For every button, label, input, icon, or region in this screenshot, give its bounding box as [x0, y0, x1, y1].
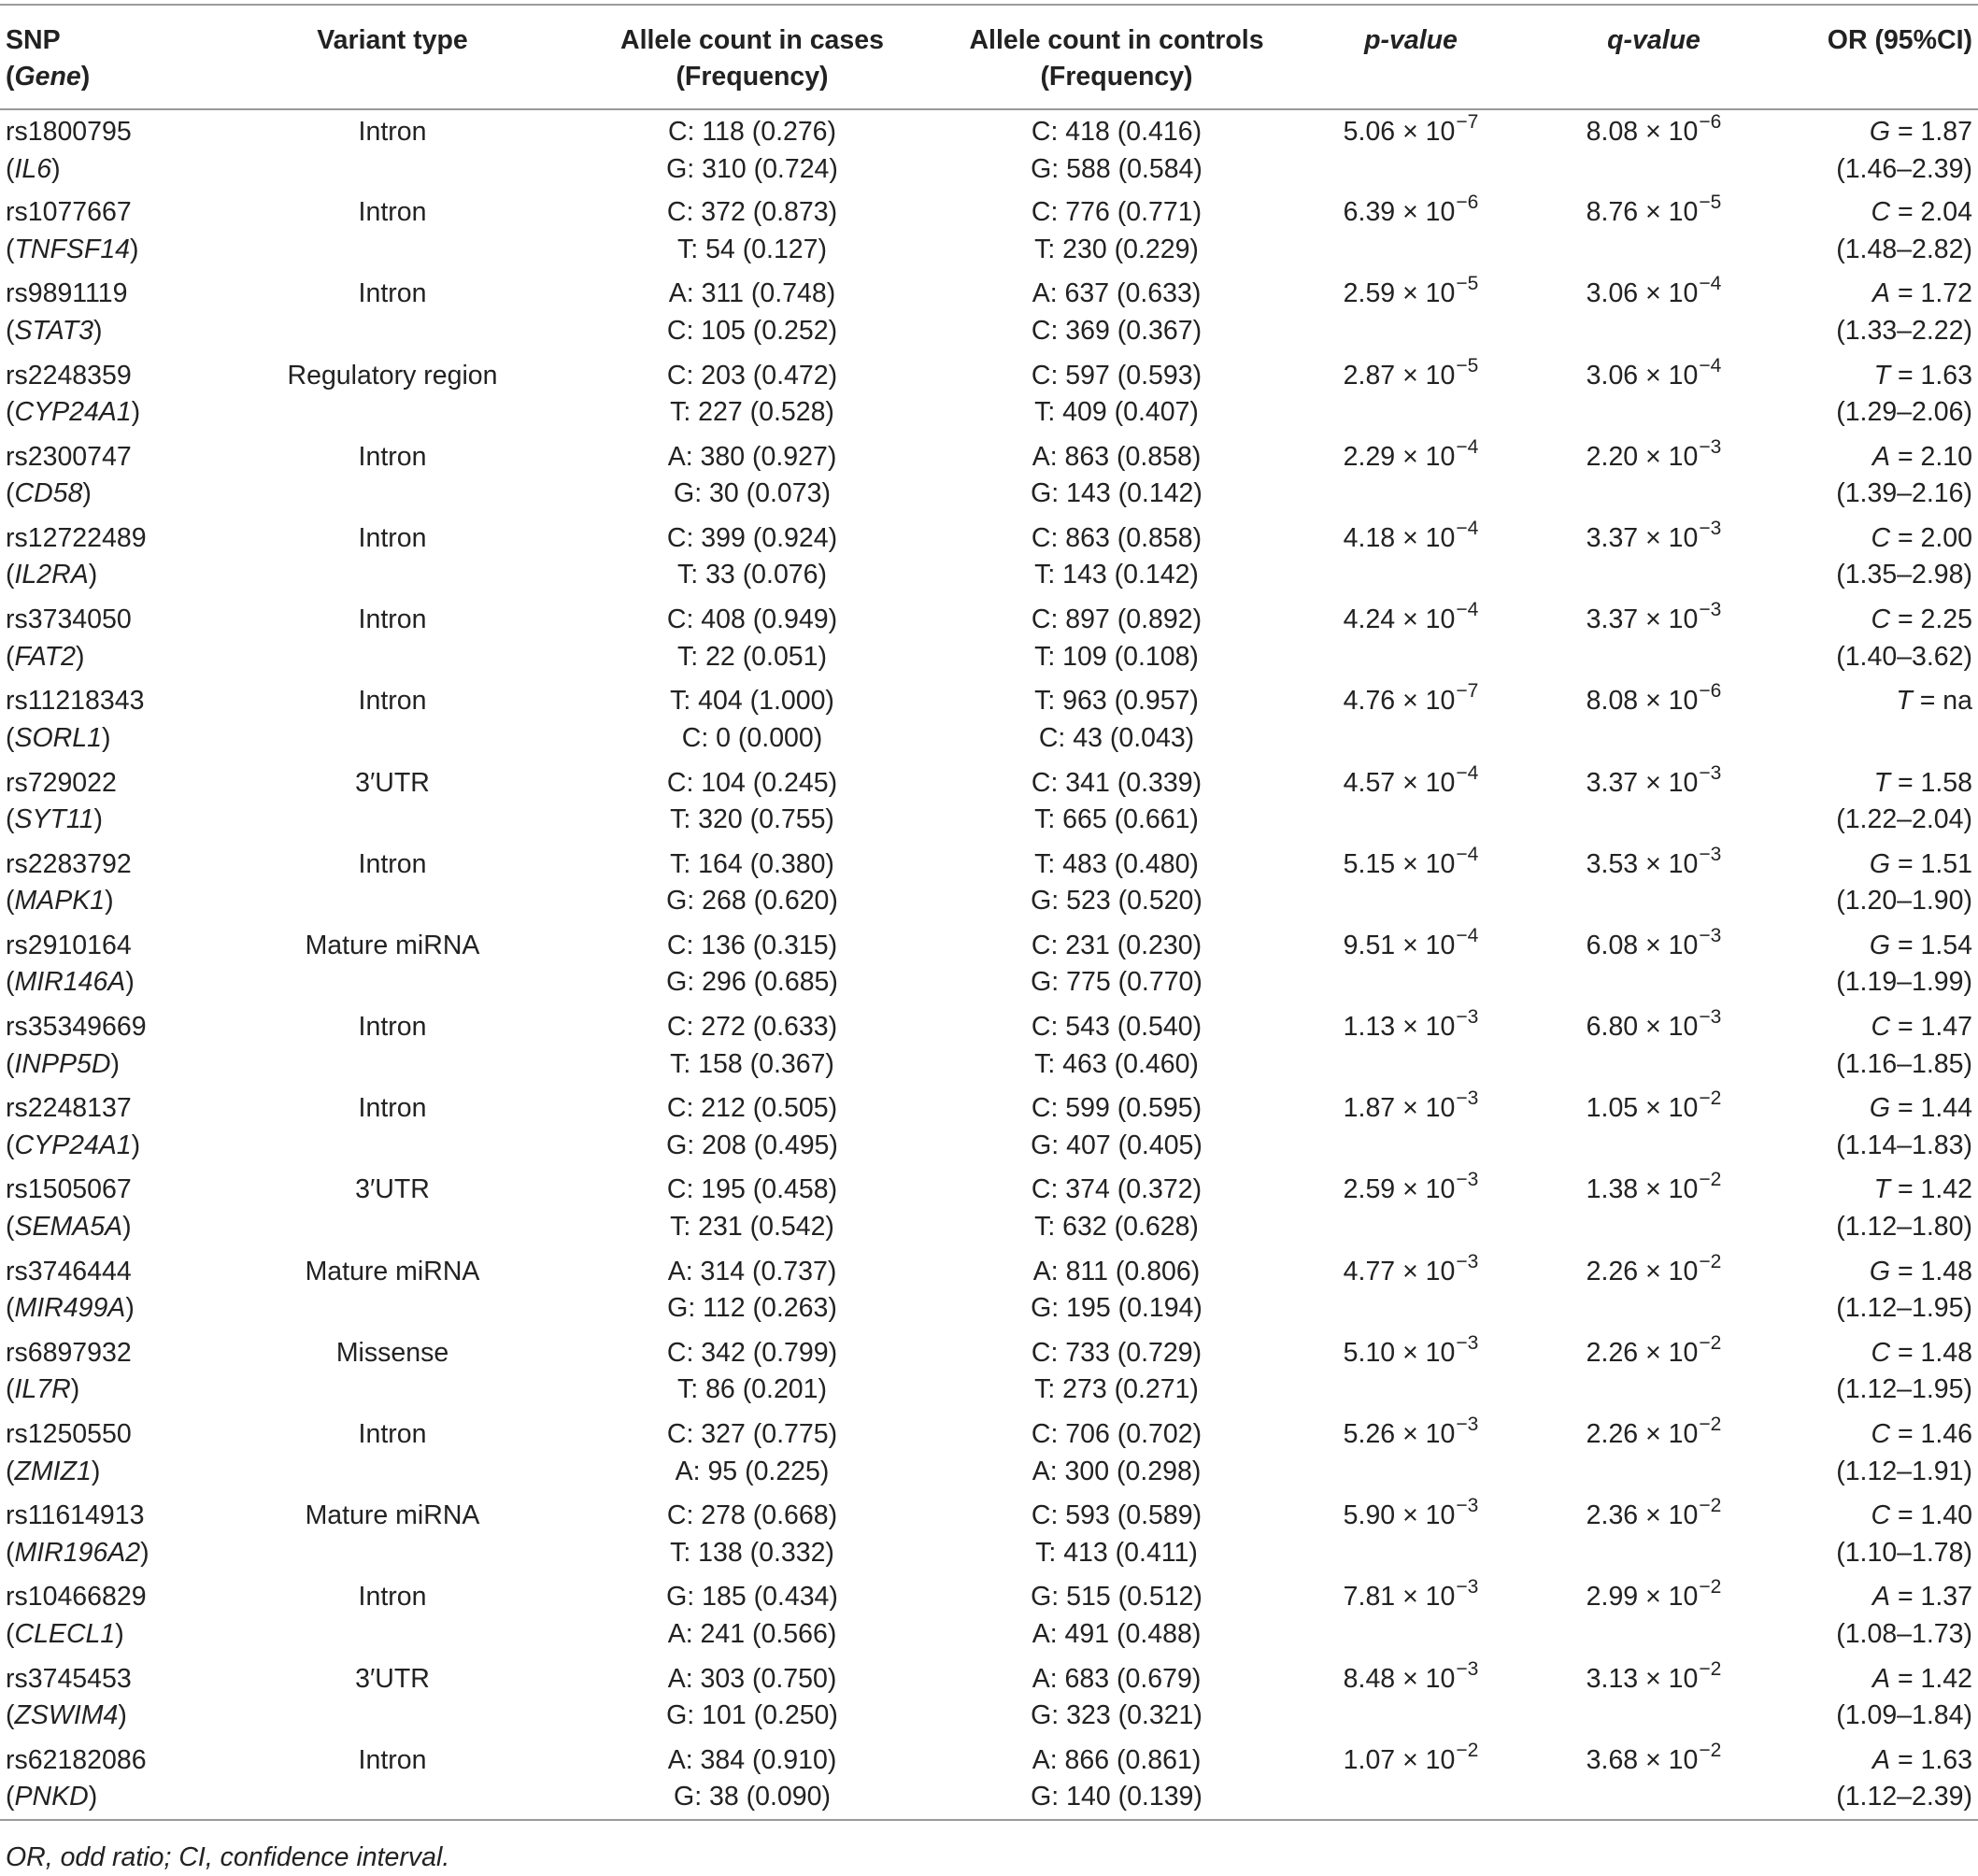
- variant-type-cell: Intron: [358, 604, 427, 635]
- or-cell: C = 2.04 (1.48–2.82): [1836, 197, 1972, 264]
- p-value-cell: $5.15 \times 10^{-4}$: [1343, 843, 1479, 879]
- or-cell: A = 1.37 (1.08–1.73): [1836, 1582, 1972, 1649]
- gene-name: (IL2RA): [6, 560, 98, 590]
- p-value-cell: $9.51 \times 10^{-4}$: [1343, 924, 1479, 960]
- or-cell: C = 2.00 (1.35–2.98): [1836, 522, 1972, 590]
- controls-cell: C: 543 (0.540) T: 463 (0.460): [1031, 1012, 1202, 1079]
- table-row: [0, 1739, 1978, 1820]
- q-value-cell: $3.68 \times 10^{-2}$: [1586, 1739, 1722, 1775]
- gene-name: (CYP24A1): [6, 397, 141, 428]
- p-value-cell: $6.39 \times 10^{-6}$: [1343, 192, 1479, 228]
- p-value-cell: $2.29 \times 10^{-4}$: [1343, 435, 1479, 472]
- q-value-cell: $6.08 \times 10^{-3}$: [1586, 924, 1722, 960]
- p-value-cell: $4.57 \times 10^{-4}$: [1343, 761, 1479, 798]
- variant-type-cell: 3′UTR: [355, 767, 430, 798]
- cases-cell: C: 203 (0.472) T: 227 (0.528): [666, 360, 838, 428]
- variant-type-cell: Intron: [358, 1093, 427, 1124]
- variant-type-cell: Mature miRNA: [305, 1500, 480, 1531]
- snp-id: rs2300747: [6, 441, 132, 472]
- variant-type-cell: Intron: [358, 1744, 427, 1775]
- table-row: [0, 1331, 1978, 1413]
- table-row: [0, 1494, 1978, 1575]
- gene-name: (IL7R): [6, 1374, 80, 1405]
- gene-name: (SEMA5A): [6, 1211, 132, 1242]
- header-controls: Allele count in controls (Frequency): [969, 25, 1264, 92]
- or-cell: T = 1.58 (1.22–2.04): [1836, 767, 1972, 834]
- header-cases: Allele count in cases (Frequency): [620, 25, 884, 92]
- q-value-cell: $3.37 \times 10^{-3}$: [1586, 599, 1722, 635]
- cases-cell: C: 212 (0.505) G: 208 (0.495): [666, 1093, 838, 1160]
- controls-cell: C: 863 (0.858) T: 143 (0.142): [1031, 522, 1202, 590]
- cases-cell: A: 384 (0.910) G: 38 (0.090): [667, 1744, 837, 1812]
- table-row: [0, 761, 1978, 843]
- controls-cell: C: 341 (0.339) T: 665 (0.661): [1031, 767, 1202, 834]
- variant-type-cell: Intron: [358, 117, 427, 147]
- gene-name: (MIR499A): [6, 1293, 135, 1324]
- gene-name: (INPP5D): [6, 1048, 120, 1079]
- snp-id: rs12722489: [6, 522, 147, 553]
- controls-cell: A: 866 (0.861) G: 140 (0.139): [1031, 1744, 1202, 1812]
- snp-cell: [0, 1739, 215, 1820]
- table-row: [0, 1250, 1978, 1331]
- gene-name: (MAPK1): [6, 886, 114, 917]
- cases-cell: C: 104 (0.245) T: 320 (0.755): [666, 767, 838, 834]
- controls-cell: C: 418 (0.416) G: 588 (0.584): [1031, 117, 1202, 184]
- table-row: [0, 435, 1978, 517]
- table-row: [0, 1168, 1978, 1249]
- controls-cell: C: 733 (0.729) T: 273 (0.271): [1031, 1337, 1202, 1405]
- cases-cell: C: 195 (0.458) T: 231 (0.542): [666, 1174, 838, 1242]
- q-value-cell: $1.38 \times 10^{-2}$: [1586, 1169, 1722, 1205]
- variant-type-cell: Intron: [358, 686, 427, 717]
- snp-id: rs1077667: [6, 197, 132, 228]
- snp-id: rs1505067: [6, 1174, 132, 1205]
- q-value-cell: $8.76 \times 10^{-5}$: [1586, 192, 1722, 228]
- p-value-cell: $1.13 \times 10^{-3}$: [1343, 1006, 1479, 1043]
- cases-cell: C: 327 (0.775) A: 95 (0.225): [666, 1419, 838, 1486]
- snp-id: rs11614913: [6, 1500, 145, 1531]
- snp-cell: [0, 1087, 215, 1168]
- controls-cell: C: 897 (0.892) T: 109 (0.108): [1031, 604, 1202, 672]
- q-value-cell: $1.05 \times 10^{-2}$: [1586, 1087, 1722, 1124]
- snp-cell: [0, 1657, 215, 1739]
- or-cell: T = 1.42 (1.12–1.80): [1836, 1174, 1972, 1242]
- or-cell: G = 1.48 (1.12–1.95): [1836, 1256, 1972, 1324]
- or-cell: C = 1.47 (1.16–1.85): [1836, 1012, 1972, 1079]
- snp-cell: [0, 1250, 215, 1331]
- gene-name: (IL6): [6, 153, 61, 184]
- cases-cell: G: 185 (0.434) A: 241 (0.566): [666, 1582, 838, 1649]
- gene-name: (PNKD): [6, 1782, 98, 1812]
- or-cell: A = 2.10 (1.39–2.16): [1836, 441, 1972, 509]
- controls-cell: C: 776 (0.771) T: 230 (0.229): [1031, 197, 1202, 264]
- or-cell: A = 1.42 (1.09–1.84): [1836, 1663, 1972, 1731]
- header-or: OR (95%CI): [1827, 25, 1972, 55]
- q-value-cell: $3.53 \times 10^{-3}$: [1586, 843, 1722, 879]
- gene-name: (ZMIZ1): [6, 1456, 101, 1486]
- table-row: [0, 598, 1978, 679]
- controls-cell: C: 706 (0.702) A: 300 (0.298): [1031, 1419, 1202, 1486]
- or-cell: A = 1.72 (1.33–2.22): [1836, 278, 1972, 346]
- controls-cell: A: 811 (0.806) G: 195 (0.194): [1031, 1256, 1202, 1324]
- q-value-cell: $3.13 \times 10^{-2}$: [1586, 1657, 1722, 1694]
- variant-type-cell: 3′UTR: [355, 1174, 430, 1205]
- cases-cell: T: 404 (1.000) C: 0 (0.000): [670, 686, 834, 753]
- p-value-cell: $4.24 \times 10^{-4}$: [1343, 599, 1479, 635]
- gene-name: (TNFSF14): [6, 234, 139, 264]
- controls-cell: A: 637 (0.633) C: 369 (0.367): [1031, 278, 1202, 346]
- or-cell: G = 1.44 (1.14–1.83): [1836, 1093, 1972, 1160]
- cases-cell: C: 408 (0.949) T: 22 (0.051): [666, 604, 838, 672]
- cases-cell: T: 164 (0.380) G: 268 (0.620): [666, 848, 838, 917]
- p-value-cell: $4.77 \times 10^{-3}$: [1343, 1250, 1479, 1286]
- p-value-cell: $2.59 \times 10^{-5}$: [1343, 273, 1479, 309]
- or-cell: T = 1.63 (1.29–2.06): [1836, 360, 1972, 428]
- variant-type-cell: Mature miRNA: [305, 930, 480, 960]
- or-cell: G = 1.87 (1.46–2.39): [1836, 117, 1972, 184]
- snp-cell: [0, 598, 215, 679]
- snp-id: rs2248137: [6, 1093, 132, 1124]
- q-value-cell: $8.08 \times 10^{-6}$: [1586, 680, 1722, 717]
- header-variant-type: Variant type: [317, 25, 468, 55]
- gene-name: (SYT11): [6, 804, 104, 834]
- table-row: [0, 1413, 1978, 1494]
- snp-id: rs2283792: [6, 848, 132, 879]
- or-cell: A = 1.63 (1.12–2.39): [1836, 1744, 1972, 1812]
- or-cell: C = 1.46 (1.12–1.91): [1836, 1419, 1972, 1486]
- header-row: [0, 5, 1978, 109]
- snp-id: rs35349669: [6, 1012, 147, 1043]
- q-value-cell: $2.26 \times 10^{-2}$: [1586, 1250, 1722, 1286]
- variant-type-cell: Mature miRNA: [305, 1256, 480, 1286]
- cases-cell: A: 311 (0.748) C: 105 (0.252): [666, 278, 838, 346]
- snp-id: rs1250550: [6, 1419, 132, 1449]
- snp-id: rs3734050: [6, 604, 132, 635]
- table-row: [0, 1575, 1978, 1656]
- variant-type-cell: Intron: [358, 1012, 427, 1043]
- q-value-cell: $3.06 \times 10^{-4}$: [1586, 354, 1722, 391]
- or-cell: C = 1.48 (1.12–1.95): [1836, 1337, 1972, 1405]
- gene-name: (CLECL1): [6, 1618, 124, 1649]
- snp-cell: [0, 761, 215, 843]
- snp-id: rs729022: [6, 767, 117, 798]
- gene-name: (MIR196A2): [6, 1537, 149, 1568]
- variant-type-cell: Intron: [358, 1582, 427, 1613]
- cases-cell: C: 272 (0.633) T: 158 (0.367): [666, 1012, 838, 1079]
- gene-name: (CYP24A1): [6, 1130, 141, 1160]
- table-row: [0, 354, 1978, 435]
- variant-type-cell: Intron: [358, 278, 427, 309]
- table-row: [0, 1087, 1978, 1168]
- q-value-cell: $8.08 \times 10^{-6}$: [1586, 111, 1722, 147]
- snp-cell: [0, 1413, 215, 1494]
- controls-cell: T: 963 (0.957) C: 43 (0.043): [1034, 686, 1199, 753]
- or-cell: C = 2.25 (1.40–3.62): [1836, 604, 1972, 672]
- snp-cell: [0, 679, 215, 760]
- snp-id: rs2910164: [6, 930, 132, 960]
- gene-name: (FAT2): [6, 641, 85, 672]
- q-value-cell: $2.99 \times 10^{-2}$: [1586, 1576, 1722, 1613]
- controls-cell: C: 597 (0.593) T: 409 (0.407): [1031, 360, 1202, 428]
- controls-cell: C: 231 (0.230) G: 775 (0.770): [1031, 930, 1202, 998]
- gene-name: (STAT3): [6, 315, 103, 346]
- p-value-cell: $5.26 \times 10^{-3}$: [1343, 1414, 1479, 1449]
- table-row: [0, 517, 1978, 598]
- snp-cell: [0, 517, 215, 598]
- header-q-value: q-value: [1607, 25, 1701, 55]
- table-row: [0, 272, 1978, 353]
- header-p-value: p-value: [1364, 25, 1458, 55]
- p-value-cell: $1.07 \times 10^{-2}$: [1343, 1739, 1479, 1775]
- snp-id: rs11218343: [6, 686, 145, 717]
- q-value-cell: $3.37 \times 10^{-3}$: [1586, 517, 1722, 553]
- snp-id: rs9891119: [6, 278, 128, 309]
- q-value-cell: $3.06 \times 10^{-4}$: [1586, 273, 1722, 309]
- table-footnote: OR, odd ratio; CI, confidence interval.: [6, 1842, 450, 1872]
- p-value-cell: $2.59 \times 10^{-3}$: [1343, 1169, 1479, 1205]
- controls-cell: C: 599 (0.595) G: 407 (0.405): [1031, 1093, 1202, 1160]
- or-cell: G = 1.51 (1.20–1.90): [1836, 848, 1972, 917]
- or-cell: C = 1.40 (1.10–1.78): [1836, 1500, 1972, 1568]
- snp-cell: [0, 924, 215, 1005]
- variant-type-cell: Intron: [358, 197, 427, 228]
- p-value-cell: $2.87 \times 10^{-5}$: [1343, 354, 1479, 391]
- p-value-cell: $5.06 \times 10^{-7}$: [1343, 111, 1479, 147]
- q-value-cell: $2.36 \times 10^{-2}$: [1586, 1495, 1722, 1531]
- q-value-cell: $2.26 \times 10^{-2}$: [1586, 1331, 1722, 1368]
- snp-cell: [0, 1168, 215, 1249]
- snp-id: rs3746444: [6, 1256, 132, 1286]
- snp-id: rs10466829: [6, 1582, 147, 1613]
- snp-cell: [0, 354, 215, 435]
- variant-type-cell: Intron: [358, 522, 427, 553]
- snp-cell: [0, 109, 215, 191]
- snp-id: rs3745453: [6, 1663, 132, 1694]
- variant-type-cell: Regulatory region: [287, 360, 498, 391]
- header-snp: SNP (Gene): [6, 25, 91, 92]
- table-row: [0, 924, 1978, 1005]
- table-row: [0, 843, 1978, 924]
- table-row: [0, 191, 1978, 272]
- p-value-cell: $5.10 \times 10^{-3}$: [1343, 1331, 1479, 1368]
- controls-cell: A: 863 (0.858) G: 143 (0.142): [1031, 441, 1202, 509]
- cases-cell: C: 278 (0.668) T: 138 (0.332): [666, 1500, 838, 1568]
- p-value-cell: $5.90 \times 10^{-3}$: [1343, 1495, 1479, 1531]
- p-value-cell: $1.87 \times 10^{-3}$: [1343, 1087, 1479, 1124]
- variant-type-cell: Missense: [335, 1337, 449, 1368]
- variant-type-cell: 3′UTR: [355, 1663, 430, 1694]
- controls-cell: C: 374 (0.372) T: 632 (0.628): [1031, 1174, 1202, 1242]
- snp-id: rs6897932: [6, 1337, 132, 1368]
- or-cell: G = 1.54 (1.19–1.99): [1836, 930, 1972, 998]
- snp-cell: [0, 1005, 215, 1087]
- snp-cell: [0, 191, 215, 272]
- q-value-cell: $3.37 \times 10^{-3}$: [1586, 761, 1722, 798]
- table-row: [0, 679, 1978, 760]
- controls-cell: A: 683 (0.679) G: 323 (0.321): [1031, 1663, 1202, 1731]
- snp-cell: [0, 435, 215, 517]
- gene-name: (CD58): [6, 478, 92, 509]
- cases-cell: A: 314 (0.737) G: 112 (0.263): [667, 1256, 837, 1324]
- gene-name: (MIR146A): [6, 967, 135, 998]
- cases-cell: C: 399 (0.924) T: 33 (0.076): [666, 522, 838, 590]
- p-value-cell: $8.48 \times 10^{-3}$: [1343, 1657, 1479, 1694]
- snp-cell: [0, 1331, 215, 1413]
- variant-type-cell: Intron: [358, 848, 427, 879]
- cases-cell: A: 380 (0.927) G: 30 (0.073): [667, 441, 837, 509]
- snp-cell: [0, 272, 215, 353]
- table-row: [0, 1005, 1978, 1087]
- table-row: [0, 1657, 1978, 1739]
- snp-cell: [0, 843, 215, 924]
- gene-name: (ZSWIM4): [6, 1700, 127, 1731]
- q-value-cell: $2.20 \times 10^{-3}$: [1586, 435, 1722, 472]
- p-value-cell: $4.18 \times 10^{-4}$: [1343, 517, 1479, 553]
- variant-type-cell: Intron: [358, 1419, 427, 1449]
- table-body: [0, 109, 1978, 1820]
- snp-id: rs62182086: [6, 1744, 147, 1775]
- snp-id: rs1800795: [6, 117, 132, 147]
- controls-cell: C: 593 (0.589) T: 413 (0.411): [1031, 1500, 1202, 1568]
- p-value-cell: $4.76 \times 10^{-7}$: [1343, 680, 1479, 717]
- controls-cell: T: 483 (0.480) G: 523 (0.520): [1031, 848, 1202, 917]
- snp-id: rs2248359: [6, 360, 132, 391]
- q-value-cell: $6.80 \times 10^{-3}$: [1586, 1006, 1722, 1043]
- cases-cell: C: 136 (0.315) G: 296 (0.685): [666, 930, 838, 998]
- p-value-cell: $7.81 \times 10^{-3}$: [1343, 1576, 1479, 1613]
- cases-cell: C: 342 (0.799) T: 86 (0.201): [666, 1337, 838, 1405]
- q-value-cell: $2.26 \times 10^{-2}$: [1586, 1414, 1722, 1449]
- or-cell: T = na: [1896, 686, 1972, 717]
- gene-name: (SORL1): [6, 722, 111, 753]
- cases-cell: C: 118 (0.276) G: 310 (0.724): [666, 117, 838, 184]
- snp-cell: [0, 1575, 215, 1656]
- cases-cell: C: 372 (0.873) T: 54 (0.127): [666, 197, 838, 264]
- table-row: [0, 109, 1978, 191]
- results-table: [0, 4, 1978, 1821]
- cases-cell: A: 303 (0.750) G: 101 (0.250): [666, 1663, 838, 1731]
- snp-cell: [0, 1494, 215, 1575]
- controls-cell: G: 515 (0.512) A: 491 (0.488): [1031, 1582, 1202, 1649]
- variant-type-cell: Intron: [358, 441, 427, 472]
